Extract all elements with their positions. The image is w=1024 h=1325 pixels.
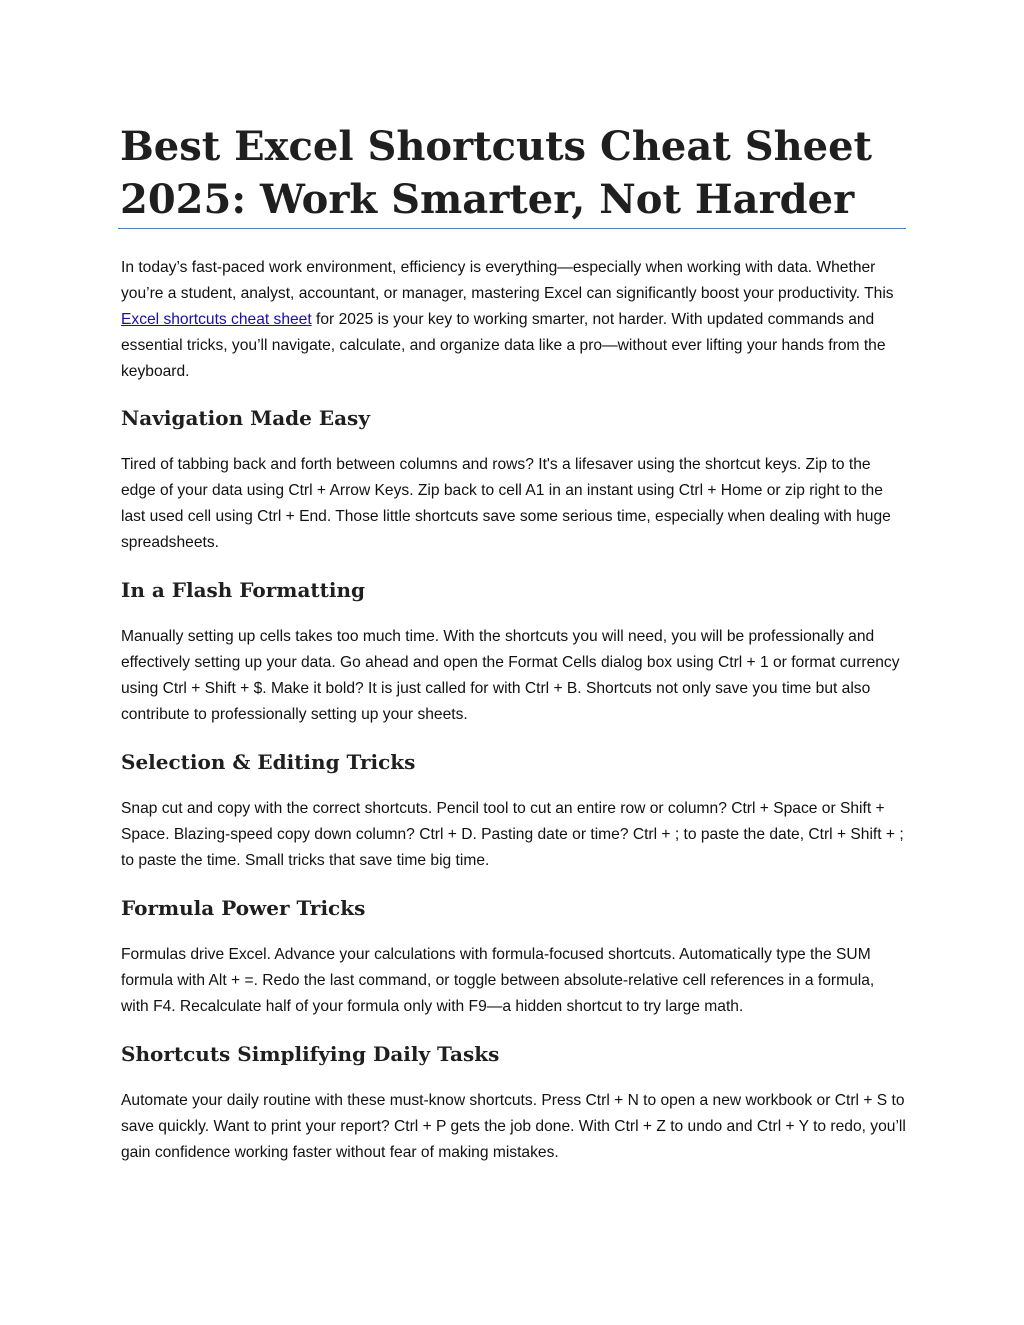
cheat-sheet-link[interactable]: Excel shortcuts cheat sheet xyxy=(121,311,312,328)
section-body: Tired of tabbing back and forth between columns and rows? It's a lifesaver using the shortcut keys. Zip to the edge of your data using Ctrl + Arrow Keys. Zip back to cell A1 in an instant using Ctrl + Home or zip right to the last used cell using Ctrl + End. Those little shortcuts save some serious time, especially when dealing with huge spreadsheets. xyxy=(121,456,891,551)
section-heading: Selection & Editing Tricks xyxy=(121,750,416,774)
intro-text-before-link: In today’s fast-paced work environment, efficiency is everything—especially when working with data. Whether you’re a student, analyst, accountant, or manager, mastering Excel can significantly boost your productivity. This xyxy=(121,259,894,302)
section-formatting xyxy=(121,576,906,728)
page-title xyxy=(120,120,906,226)
section-heading: Shortcuts Simplifying Daily Tasks xyxy=(121,1042,500,1066)
section-heading: In a Flash Formatting xyxy=(121,578,366,602)
section-body: Manually setting up cells takes too much time. With the shortcuts you will need, you will be professionally and effectively setting up your data. Go ahead and open the Format Cells dialog box using Ctrl + 1 or format currency using Ctrl + Shift + $. Make it bold? It is just called for with Ctrl + B. Shortcuts not only save you time but also contribute to professionally setting up your sheets. xyxy=(121,628,900,723)
section-body: Snap cut and copy with the correct shortcuts. Pencil tool to cut an entire row or column? Ctrl + Space or Shift + Space. Blazing-speed copy down column? Ctrl + D. Pasting date or time? Ctrl + ; to paste the date, Ctrl + Shift + ; to paste the time. Small tricks that save time big time. xyxy=(121,800,904,869)
section-navigation xyxy=(121,404,906,556)
section-heading: Navigation Made Easy xyxy=(121,406,370,430)
section-selection-editing xyxy=(121,748,906,874)
section-body: Formulas drive Excel. Advance your calculations with formula-focused shortcuts. Automatically type the SUM formula with Alt + =. Redo the last command, or toggle between absolute-relative cell references in a formula, with F4. Recalculate half of your formula only with F9—a hidden shortcut to try large math. xyxy=(121,946,875,1015)
title-divider xyxy=(118,228,906,229)
document-body xyxy=(121,255,906,1166)
section-daily-tasks xyxy=(121,1040,906,1166)
intro-paragraph xyxy=(121,255,906,385)
section-heading: Formula Power Tricks xyxy=(121,896,366,920)
section-formula-power xyxy=(121,894,906,1020)
section-body: Automate your daily routine with these must-know shortcuts. Press Ctrl + N to open a new workbook or Ctrl + S to save quickly. Want to print your report? Ctrl + P gets the job done. With Ctrl + Z to undo and Ctrl + Y to redo, you’ll gain confidence working faster without fear of making mistakes. xyxy=(121,1092,906,1161)
title-line-1: Best Excel Shortcuts Cheat Sheet xyxy=(120,123,873,170)
title-line-2: 2025: Work Smarter, Not Harder xyxy=(120,176,855,223)
intro-text-after-link: for 2025 is your key to working smarter, not harder. With updated commands and essential tricks, you’ll navigate, calculate, and organize data like a pro—without ever lifting your hands from the keyboard. xyxy=(121,311,886,380)
